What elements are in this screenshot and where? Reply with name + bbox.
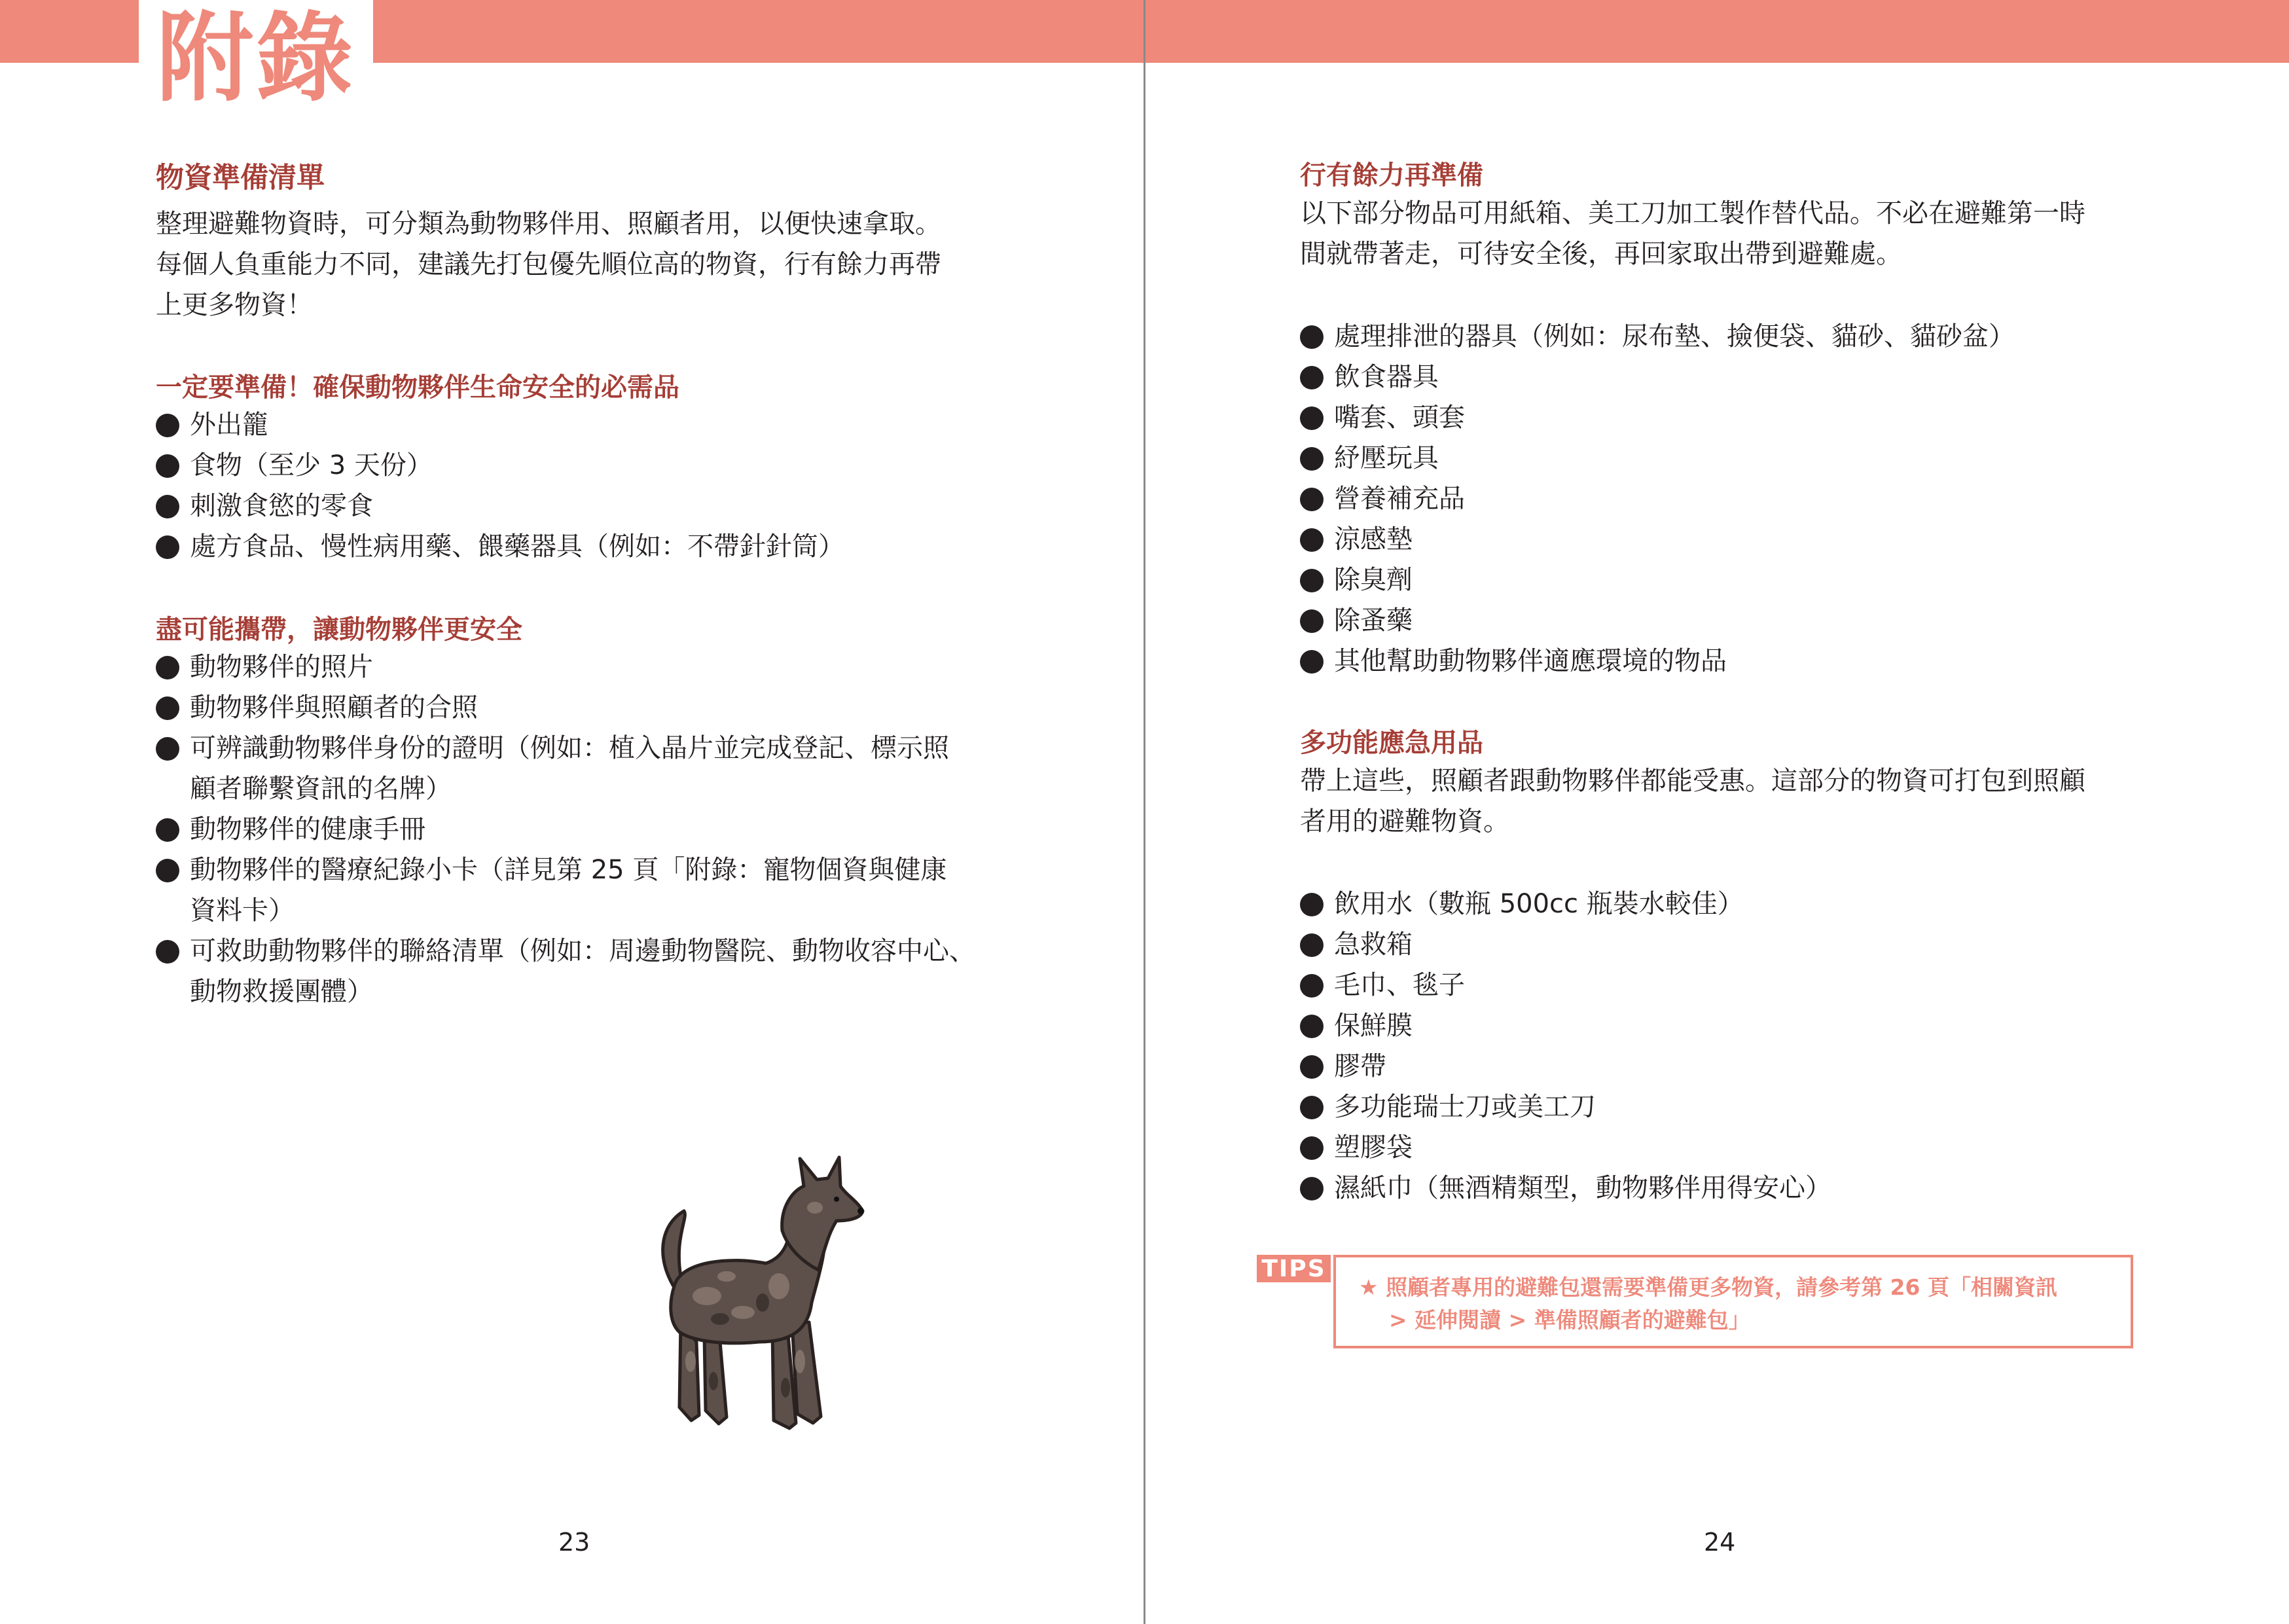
intro-line: 上更多物資！ (156, 290, 313, 320)
intro-line: 者用的避難物資。 (1300, 806, 1509, 837)
intro-line: 帶上這些，照顧者跟動物夥伴都能受惠。這部分的物資可打包到照顧 (1300, 766, 2085, 796)
list-item: 處方食品、慢性病用藥、餵藥器具（例如：不帶針針筒） (156, 526, 844, 567)
essential-heading: 一定要準備！確保動物夥伴生命安全的必需品 (156, 372, 679, 403)
appendix-title: 附錄 (156, 2, 355, 115)
list-item: 可辨識動物夥伴身份的證明（例如：植入晶片並完成登記、標示照 顧者聯繫資訊的名牌） (156, 728, 975, 809)
list-item: 膠帶 (1300, 1046, 1831, 1087)
multipurpose-heading: 多功能應急用品 (1300, 728, 1483, 758)
bullet-icon (1300, 893, 1324, 916)
list-item: 刺激食慾的零食 (156, 486, 844, 526)
list-item: 食物（至少 3 天份） (156, 445, 844, 486)
list-item: 營養補充品 (1300, 478, 2015, 519)
bullet-icon (1300, 933, 1324, 957)
bullet-icon (1300, 366, 1324, 389)
bullet-icon (1300, 650, 1324, 674)
list-item: 保鮮膜 (1300, 1005, 1831, 1046)
tips-text (1359, 1271, 2057, 1337)
list-item: 除蚤藥 (1300, 600, 2015, 641)
list-item: 涼感墊 (1300, 519, 2015, 560)
list-item: 處理排泄的器具（例如：尿布墊、撿便袋、貓砂、貓砂盆） (1300, 316, 2015, 357)
list-item: 飲食器具 (1300, 357, 2015, 397)
list-item: 動物夥伴的健康手冊 (156, 809, 975, 850)
bullet-icon (1300, 974, 1324, 998)
list-item: 毛巾、毯子 (1300, 965, 1831, 1005)
intro-line: 以下部分物品可用紙箱、美工刀加工製作替代品。不必在避難第一時 (1300, 198, 2085, 228)
list-item: 嘴套、頭套 (1300, 397, 2015, 438)
bullet-icon (1300, 406, 1324, 430)
tips-line: ★ 照顧者專用的避難包還需要準備更多物資，請參考第 26 頁「相關資訊 (1359, 1274, 2057, 1300)
bullet-icon (1300, 1177, 1324, 1200)
multipurpose-list (1300, 884, 1831, 1208)
bullet-icon (1300, 528, 1324, 552)
list-item: 濕紙巾（無酒精類型，動物夥伴用得安心） (1300, 1168, 1831, 1208)
list-item: 動物夥伴的照片 (156, 647, 975, 687)
header-band-right (1145, 0, 2289, 63)
bullet-icon (1300, 569, 1324, 592)
list-item: 急救箱 (1300, 924, 1831, 965)
list-item: 紓壓玩具 (1300, 438, 2015, 478)
intro-line: 整理避難物資時，可分類為動物夥伴用、照顧者用，以便快速拿取。 (156, 209, 941, 239)
multipurpose-intro (1300, 761, 2085, 842)
bullet-icon (1300, 447, 1324, 471)
recommended-heading: 盡可能攜帶，讓動物夥伴更安全 (156, 615, 522, 645)
list-item: 多功能瑞士刀或美工刀 (1300, 1087, 1831, 1127)
list-item: 其他幫助動物夥伴適應環境的物品 (1300, 641, 2015, 681)
list-item: 動物夥伴的醫療紀錄小卡（詳見第 25 頁「附錄：寵物個資與健康 資料卡） (156, 850, 975, 931)
tips-line: > 延伸閱讀 > 準備照顧者的避難包」 (1389, 1307, 1750, 1333)
list-item: 除臭劑 (1300, 560, 2015, 600)
section-title: 物資準備清單 (156, 162, 325, 194)
bullet-icon (1300, 609, 1324, 633)
optional-list (1300, 316, 2015, 681)
bullet-icon (1300, 1136, 1324, 1160)
list-item: 飲用水（數瓶 500cc 瓶裝水較佳） (1300, 884, 1831, 924)
intro-line: 每個人負重能力不同，建議先打包優先順位高的物資，行有餘力再帶 (156, 249, 941, 280)
page-number-left: 23 (558, 1528, 590, 1557)
list-item: 可救助動物夥伴的聯絡清單（例如：周邊動物醫院、動物收容中心、 動物救援團體） (156, 931, 975, 1012)
intro-line: 間就帶著走，可待安全後，再回家取出帶到避難處。 (1300, 239, 1902, 269)
bullet-icon (1300, 1015, 1324, 1038)
optional-heading: 行有餘力再準備 (1300, 160, 1483, 190)
bullet-icon (1300, 325, 1324, 349)
list-item: 塑膠袋 (1300, 1127, 1831, 1168)
bullet-icon (1300, 1096, 1324, 1119)
tips-label: TIPS (1257, 1255, 1331, 1282)
optional-intro (1300, 193, 2085, 274)
bullet-icon (1300, 1055, 1324, 1079)
list-item: 外出籠 (156, 405, 844, 445)
list-item: 動物夥伴與照顧者的合照 (156, 687, 975, 728)
bullet-icon (1300, 488, 1324, 511)
page-number-right: 24 (1704, 1528, 1736, 1557)
